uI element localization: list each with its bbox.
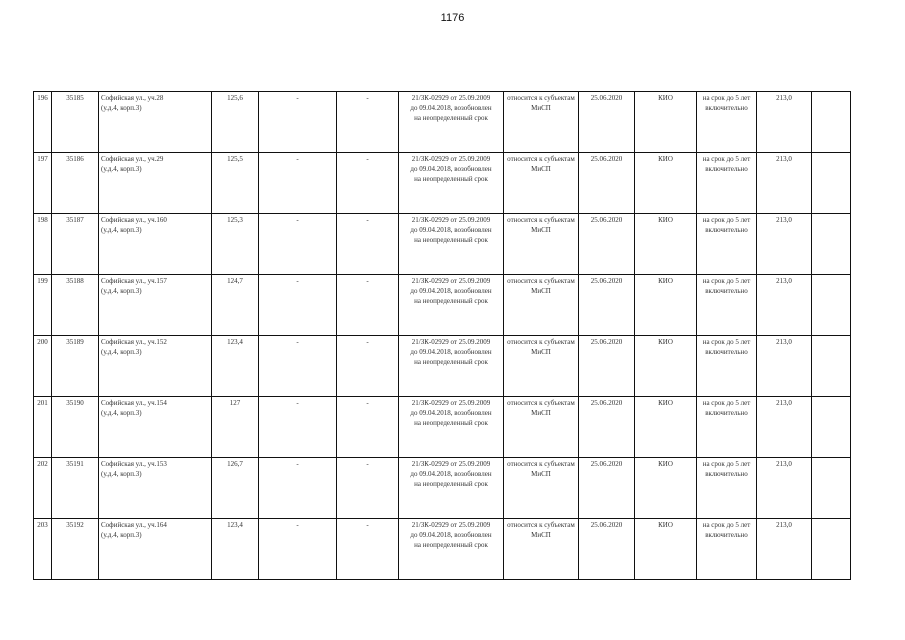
cell-organization <box>635 336 697 397</box>
cell-text: - <box>296 277 299 285</box>
cell-text: МиСП <box>531 470 551 478</box>
cell-text: 201 <box>37 399 48 407</box>
cell-date <box>579 275 635 336</box>
cell-row-number <box>34 336 52 397</box>
table-body <box>34 92 851 580</box>
cell-text: МиСП <box>531 531 551 539</box>
cell-text: 21/ЗК-02929 от 25.09.2009 <box>411 216 491 224</box>
cell-lease-document <box>399 519 504 580</box>
cell-text: включительно <box>705 348 748 356</box>
cell-text: - <box>296 155 299 163</box>
cell-sme-status <box>504 275 579 336</box>
cell-empty-dash-1 <box>259 336 337 397</box>
cell-last <box>812 153 851 214</box>
cell-text: 197 <box>37 155 48 163</box>
cell-object-id <box>52 519 99 580</box>
cell-text: КИО <box>658 338 673 346</box>
cell-text: 35189 <box>66 338 84 346</box>
cell-last <box>812 458 851 519</box>
cell-text: 35188 <box>66 277 84 285</box>
cell-text: до 09.04.2018, возобновлен <box>410 470 492 478</box>
cell-text: 25.06.2020 <box>590 460 623 468</box>
cell-text: на неопределенный срок <box>414 175 488 183</box>
cell-text: (у.д.4, корп.3) <box>101 470 142 478</box>
cell-text: на неопределенный срок <box>414 297 488 305</box>
cell-organization <box>635 519 697 580</box>
cell-text: 127 <box>229 399 241 407</box>
cell-text: 35186 <box>66 155 84 163</box>
cell-text: относится к субъектам <box>507 216 575 224</box>
cell-text: включительно <box>705 226 748 234</box>
cell-text: 25.06.2020 <box>590 277 623 285</box>
cell-text: 213,0 <box>776 94 792 102</box>
cell-address <box>99 519 212 580</box>
cell-text: КИО <box>658 277 673 285</box>
cell-sme-status <box>504 92 579 153</box>
cell-text: (у.д.4, корп.3) <box>101 409 142 417</box>
cell-row-number <box>34 275 52 336</box>
cell-sme-status <box>504 153 579 214</box>
cell-term <box>697 153 757 214</box>
cell-object-id <box>52 397 99 458</box>
cell-term <box>697 214 757 275</box>
cell-text: (у.д.4, корп.3) <box>101 348 142 356</box>
cell-area <box>212 214 259 275</box>
cell-empty-dash-2 <box>337 458 399 519</box>
cell-text: 25.06.2020 <box>590 155 623 163</box>
cell-empty-dash-2 <box>337 214 399 275</box>
cell-lease-document <box>399 397 504 458</box>
cell-object-id <box>52 275 99 336</box>
cell-text: КИО <box>658 521 673 529</box>
cell-text: относится к субъектам <box>507 338 575 346</box>
cell-organization <box>635 458 697 519</box>
cell-text: КИО <box>658 216 673 224</box>
cell-text: на срок до 5 лет <box>702 460 751 468</box>
cell-text: на неопределенный срок <box>414 541 488 549</box>
cell-text: 25.06.2020 <box>590 94 623 102</box>
cell-address <box>99 275 212 336</box>
cell-price <box>757 153 812 214</box>
cell-text: до 09.04.2018, возобновлен <box>410 531 492 539</box>
cell-text: МиСП <box>531 287 551 295</box>
cell-text: на неопределенный срок <box>414 358 488 366</box>
cell-term <box>697 275 757 336</box>
cell-text: 125,6 <box>227 94 243 102</box>
cell-term <box>697 397 757 458</box>
cell-sme-status <box>504 458 579 519</box>
cell-address <box>99 458 212 519</box>
cell-text: на срок до 5 лет <box>702 277 751 285</box>
cell-text: Софийская ул., уч.157 <box>101 277 167 285</box>
cell-organization <box>635 214 697 275</box>
cell-text: на неопределенный срок <box>414 419 488 427</box>
table-row <box>34 397 851 458</box>
cell-text: 35190 <box>66 399 84 407</box>
cell-object-id <box>52 92 99 153</box>
cell-lease-document <box>399 214 504 275</box>
cell-text: 125,5 <box>227 155 243 163</box>
cell-text: КИО <box>658 460 673 468</box>
cell-last <box>812 519 851 580</box>
cell-date <box>579 336 635 397</box>
cell-text: 125,3 <box>227 216 243 224</box>
cell-text: 21/ЗК-02929 от 25.09.2009 <box>411 277 491 285</box>
cell-text: - <box>296 216 299 224</box>
cell-organization <box>635 397 697 458</box>
cell-empty-dash-2 <box>337 397 399 458</box>
cell-empty-dash-2 <box>337 153 399 214</box>
cell-price <box>757 214 812 275</box>
cell-text: Софийская ул., уч.29 <box>101 155 164 163</box>
cell-text: КИО <box>658 94 673 102</box>
cell-empty-dash-2 <box>337 92 399 153</box>
cell-text: относится к субъектам <box>507 399 575 407</box>
cell-text: включительно <box>705 531 748 539</box>
cell-text: Софийская ул., уч.152 <box>101 338 167 346</box>
cell-text: включительно <box>705 409 748 417</box>
cell-last <box>812 214 851 275</box>
cell-empty-dash-2 <box>337 275 399 336</box>
cell-area <box>212 397 259 458</box>
cell-text: - <box>366 521 369 529</box>
cell-text: 35185 <box>66 94 84 102</box>
cell-area <box>212 336 259 397</box>
cell-price <box>757 519 812 580</box>
cell-term <box>697 92 757 153</box>
cell-empty-dash-1 <box>259 519 337 580</box>
cell-text: на срок до 5 лет <box>702 521 751 529</box>
table-row <box>34 214 851 275</box>
cell-text: 21/ЗК-02929 от 25.09.2009 <box>411 460 491 468</box>
cell-text: 200 <box>37 338 48 346</box>
cell-text: 123,4 <box>227 521 243 529</box>
cell-date <box>579 458 635 519</box>
cell-text: - <box>366 94 369 102</box>
registry-table <box>33 91 851 580</box>
cell-text: 196 <box>37 94 48 102</box>
page-number: 1176 <box>440 12 465 24</box>
cell-text: (у.д.4, корп.3) <box>101 531 142 539</box>
cell-price <box>757 336 812 397</box>
cell-term <box>697 458 757 519</box>
cell-lease-document <box>399 275 504 336</box>
cell-text: 198 <box>37 216 48 224</box>
cell-text: на срок до 5 лет <box>702 399 751 407</box>
cell-text: - <box>296 460 299 468</box>
cell-date <box>579 92 635 153</box>
cell-text: - <box>366 399 369 407</box>
cell-text: МиСП <box>531 409 551 417</box>
cell-lease-document <box>399 458 504 519</box>
cell-text: МиСП <box>531 104 551 112</box>
cell-text: (у.д.4, корп.3) <box>101 104 142 112</box>
cell-text: 35192 <box>66 521 84 529</box>
cell-area <box>212 275 259 336</box>
cell-sme-status <box>504 336 579 397</box>
cell-text: на неопределенный срок <box>414 480 488 488</box>
cell-text: - <box>296 94 299 102</box>
cell-price <box>757 92 812 153</box>
table-row <box>34 336 851 397</box>
cell-text: 213,0 <box>776 460 792 468</box>
table-row <box>34 275 851 336</box>
cell-empty-dash-1 <box>259 153 337 214</box>
cell-row-number <box>34 458 52 519</box>
cell-text: относится к субъектам <box>507 155 575 163</box>
cell-text: относится к субъектам <box>507 277 575 285</box>
cell-text: 213,0 <box>776 277 792 285</box>
cell-date <box>579 214 635 275</box>
cell-text: - <box>366 277 369 285</box>
cell-organization <box>635 153 697 214</box>
cell-empty-dash-2 <box>337 336 399 397</box>
cell-date <box>579 397 635 458</box>
cell-address <box>99 92 212 153</box>
table-row <box>34 458 851 519</box>
cell-text: - <box>296 521 299 529</box>
cell-object-id <box>52 458 99 519</box>
cell-text: до 09.04.2018, возобновлен <box>410 287 492 295</box>
cell-area <box>212 153 259 214</box>
cell-text: включительно <box>705 104 748 112</box>
cell-text: 213,0 <box>776 216 792 224</box>
cell-object-id <box>52 336 99 397</box>
cell-text: 25.06.2020 <box>590 338 623 346</box>
cell-text: 21/ЗК-02929 от 25.09.2009 <box>411 399 491 407</box>
cell-last <box>812 336 851 397</box>
cell-text: Софийская ул., уч.164 <box>101 521 167 529</box>
cell-address <box>99 397 212 458</box>
cell-text: 213,0 <box>776 155 792 163</box>
cell-object-id <box>52 153 99 214</box>
cell-text: 213,0 <box>776 521 792 529</box>
cell-area <box>212 519 259 580</box>
cell-text: Софийская ул., уч.28 <box>101 94 164 102</box>
cell-area <box>212 92 259 153</box>
cell-text: - <box>366 155 369 163</box>
cell-text: включительно <box>705 287 748 295</box>
cell-text: КИО <box>658 155 673 163</box>
cell-text: - <box>296 399 299 407</box>
cell-text: МиСП <box>531 226 551 234</box>
cell-text: - <box>366 460 369 468</box>
cell-term <box>697 519 757 580</box>
cell-text: 25.06.2020 <box>590 521 623 529</box>
cell-text: на срок до 5 лет <box>702 338 751 346</box>
cell-price <box>757 458 812 519</box>
cell-text: на срок до 5 лет <box>702 155 751 163</box>
cell-text: 25.06.2020 <box>590 216 623 224</box>
cell-text: 213,0 <box>776 399 792 407</box>
cell-organization <box>635 275 697 336</box>
cell-text: (у.д.4, корп.3) <box>101 287 142 295</box>
cell-address <box>99 153 212 214</box>
cell-lease-document <box>399 336 504 397</box>
cell-lease-document <box>399 92 504 153</box>
cell-text: относится к субъектам <box>507 460 575 468</box>
cell-last <box>812 92 851 153</box>
cell-text: - <box>296 338 299 346</box>
cell-date <box>579 153 635 214</box>
cell-row-number <box>34 92 52 153</box>
cell-term <box>697 336 757 397</box>
cell-text: 21/ЗК-02929 от 25.09.2009 <box>411 94 491 102</box>
cell-empty-dash-1 <box>259 458 337 519</box>
cell-text: МиСП <box>531 348 551 356</box>
cell-sme-status <box>504 214 579 275</box>
cell-text: 124,7 <box>227 277 243 285</box>
cell-text: (у.д.4, корп.3) <box>101 165 142 173</box>
cell-text: МиСП <box>531 165 551 173</box>
cell-address <box>99 336 212 397</box>
cell-text: Софийская ул., уч.154 <box>101 399 167 407</box>
cell-empty-dash-1 <box>259 92 337 153</box>
cell-text: 21/ЗК-02929 от 25.09.2009 <box>411 521 491 529</box>
cell-text: до 09.04.2018, возобновлен <box>410 165 492 173</box>
cell-text: 199 <box>37 277 48 285</box>
cell-text: до 09.04.2018, возобновлен <box>410 104 492 112</box>
cell-text: Софийская ул., уч.153 <box>101 460 167 468</box>
cell-text: до 09.04.2018, возобновлен <box>410 226 492 234</box>
cell-empty-dash-1 <box>259 275 337 336</box>
cell-text: на неопределенный срок <box>414 114 488 122</box>
table-row <box>34 519 851 580</box>
cell-text: относится к субъектам <box>507 521 575 529</box>
cell-text: 203 <box>37 521 48 529</box>
cell-text: на срок до 5 лет <box>702 94 751 102</box>
cell-area <box>212 458 259 519</box>
cell-organization <box>635 92 697 153</box>
cell-text: - <box>366 338 369 346</box>
cell-sme-status <box>504 519 579 580</box>
cell-sme-status <box>504 397 579 458</box>
cell-text: относится к субъектам <box>507 94 575 102</box>
cell-price <box>757 275 812 336</box>
cell-text: 25.06.2020 <box>590 399 623 407</box>
cell-text: включительно <box>705 165 748 173</box>
cell-text: 126,7 <box>227 460 243 468</box>
cell-text: на срок до 5 лет <box>702 216 751 224</box>
cell-last <box>812 397 851 458</box>
table-row <box>34 153 851 214</box>
cell-row-number <box>34 153 52 214</box>
cell-text: 202 <box>37 460 48 468</box>
cell-text: (у.д.4, корп.3) <box>101 226 142 234</box>
cell-lease-document <box>399 153 504 214</box>
cell-text: КИО <box>658 399 673 407</box>
cell-text: включительно <box>705 470 748 478</box>
cell-text: 35187 <box>66 216 84 224</box>
cell-date <box>579 519 635 580</box>
cell-row-number <box>34 214 52 275</box>
cell-text: 21/ЗК-02929 от 25.09.2009 <box>411 155 491 163</box>
cell-text: 21/ЗК-02929 от 25.09.2009 <box>411 338 491 346</box>
cell-empty-dash-1 <box>259 397 337 458</box>
cell-text: до 09.04.2018, возобновлен <box>410 409 492 417</box>
cell-text: Софийская ул., уч.160 <box>101 216 167 224</box>
cell-text: 123,4 <box>227 338 243 346</box>
cell-text: - <box>366 216 369 224</box>
cell-text: на неопределенный срок <box>414 236 488 244</box>
cell-text: 213,0 <box>776 338 792 346</box>
cell-object-id <box>52 214 99 275</box>
cell-text: до 09.04.2018, возобновлен <box>410 348 492 356</box>
cell-row-number <box>34 519 52 580</box>
cell-empty-dash-1 <box>259 214 337 275</box>
cell-price <box>757 397 812 458</box>
table-row <box>34 92 851 153</box>
cell-empty-dash-2 <box>337 519 399 580</box>
cell-last <box>812 275 851 336</box>
cell-row-number <box>34 397 52 458</box>
cell-text: 35191 <box>66 460 84 468</box>
cell-address <box>99 214 212 275</box>
